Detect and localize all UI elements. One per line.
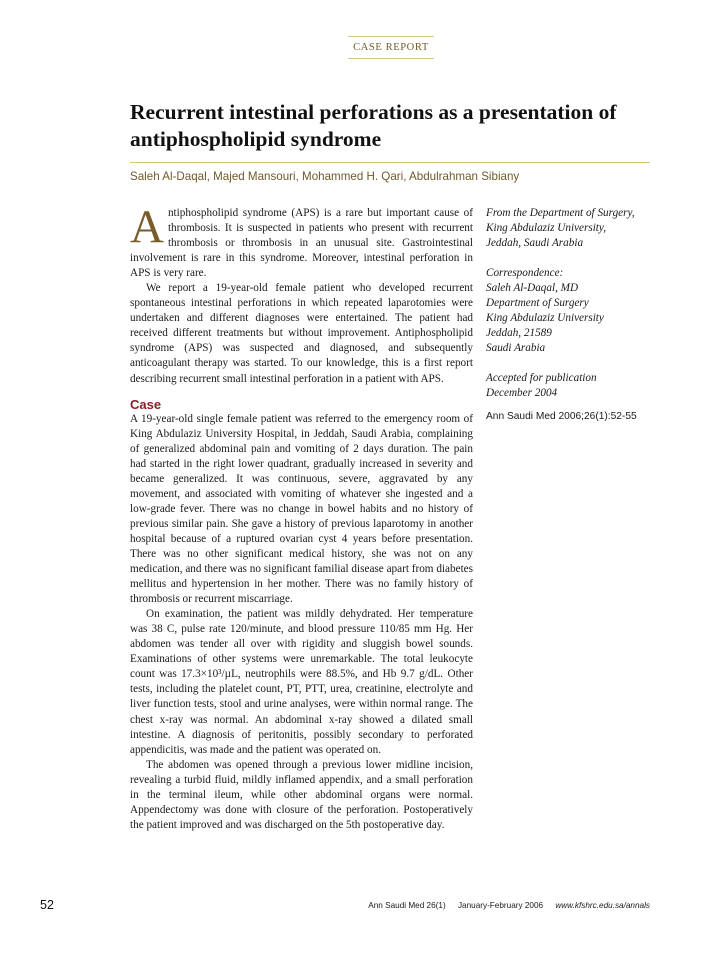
- case-heading: Case: [130, 396, 162, 412]
- footer-url[interactable]: www.kfshrc.edu.sa/annals: [555, 901, 650, 910]
- title-divider: [130, 162, 650, 163]
- affiliation-block: [486, 206, 661, 251]
- main-column: [130, 201, 473, 833]
- affiliation-line: King Abdulaziz University,: [486, 222, 607, 234]
- correspondence-line: Department of Surgery: [486, 297, 589, 309]
- case-paragraph-1: A 19-year-old single female patient was referred to the emergency room of King Abdulaziz University Hospital, in Jeddah, Saudi Arabia, complaining of generalized abdominal pain and vomiting of 2 days duration. The pain had started in the right lower quadrant, gradually increased in severity and became generalized. It was continuous, severe, aggravated by any movement, and associated with vomiting of whatever she ingested and a low-grade fever. There was no change in bowel habits and no history of previous similar pain. She gave a history of previous laparotomy in another hospital because of a ruptured ovarian cyst 4 years before presentation. There was no other significant medical history, she was not on any medication, and there was no significant familial disease apart from diabetes mellitus and hypertension in her mother. There was no family history of thrombosis or recurrent miscarriage.: [130, 412, 473, 606]
- abstract-paragraph-2: We report a 19-year-old female patient who developed recurrent spontaneous intestinal perforations in which repeated laparotomies were undertaken and different diagnoses were entertained. The patient had received different treatments but without improvement. Antiphospholipid syndrome (APS) was suspected and diagnosed, and subsequently anticoagulant therapy was started. To our knowledge, this is a first report describing recurrent small intestinal perforation in a patient with APS.: [130, 282, 473, 385]
- section-tag: CASE REPORT: [348, 36, 434, 59]
- correspondence-block: [486, 266, 661, 356]
- correspondence-line: Saleh Al-Daqal, MD: [486, 282, 579, 294]
- correspondence-line: Saudi Arabia: [486, 342, 546, 354]
- page-number: 52: [40, 898, 54, 912]
- author-list: Saleh Al-Daqal, Majed Mansouri, Mohammed H. Qari, Abdulrahman Sibiany: [130, 170, 520, 183]
- article-title: Recurrent intestinal perforations as a presentation of antiphospholipid syndrome: [130, 100, 617, 151]
- accepted-line: Accepted for publication: [486, 372, 597, 384]
- case-paragraph-2: On examination, the patient was mildly dehydrated. Her temperature was 38 C, pulse rate 120/minute, and blood pressure 110/85 mm Hg. Her abdomen was tender all over with rigidity and sluggish bowel sounds. Examinations of other systems were unremarkable. The total leukocyte count was 17.3×10³/µL, neutrophils were 88.5%, and Hb 9.7 g/dL. Other tests, including the platelet count, PT, PTT, urea, creatinine, electrolyte and liver function tests, stool and urine analyses, were within normal range. The chest x-ray was normal. An abdominal x-ray showed a dilated small intestine. A diagnosis of peritonitis, possibly secondary to perforated appendicitis, was made and the patient was operated on.: [130, 608, 473, 756]
- sidebar: [486, 206, 661, 416]
- affiliation-line: From the Department of Surgery,: [486, 207, 635, 219]
- correspondence-line: Jeddah, 21589: [486, 327, 552, 339]
- footer-journal: Ann Saudi Med 26(1): [368, 901, 446, 910]
- accepted-line: December 2004: [486, 387, 558, 399]
- correspondence-line: Correspondence:: [486, 267, 564, 279]
- journal-citation: Ann Saudi Med 2006;26(1):52-55: [486, 411, 637, 422]
- abstract-paragraph-1-text: ntiphospholipid syndrome (APS) is a rare but important cause of thrombosis. It is suspected in patients who present with recurrent thrombosis or thrombosis in an unusual site. Gastrointestinal involvement is rare in this syndrome. Moreover, intestinal perforation in APS is very rare.: [130, 207, 473, 280]
- drop-cap: A: [130, 201, 164, 253]
- abstract-paragraph-1: [130, 201, 473, 281]
- accepted-block: [486, 371, 661, 401]
- running-footer: [358, 901, 650, 910]
- correspondence-line: King Abdulaziz University: [486, 312, 604, 324]
- affiliation-line: Jeddah, Saudi Arabia: [486, 237, 584, 249]
- case-paragraph-3: The abdomen was opened through a previous lower midline incision, revealing a turbid fluid, mildly inflamed appendix, and a small perforation in the terminal ileum, while other abdominal organs were normal. Appendectomy was done with closure of the perforation. Postoperatively the patient improved and was discharged on the 5th postoperative day.: [130, 758, 473, 831]
- footer-date: January-February 2006: [457, 901, 544, 910]
